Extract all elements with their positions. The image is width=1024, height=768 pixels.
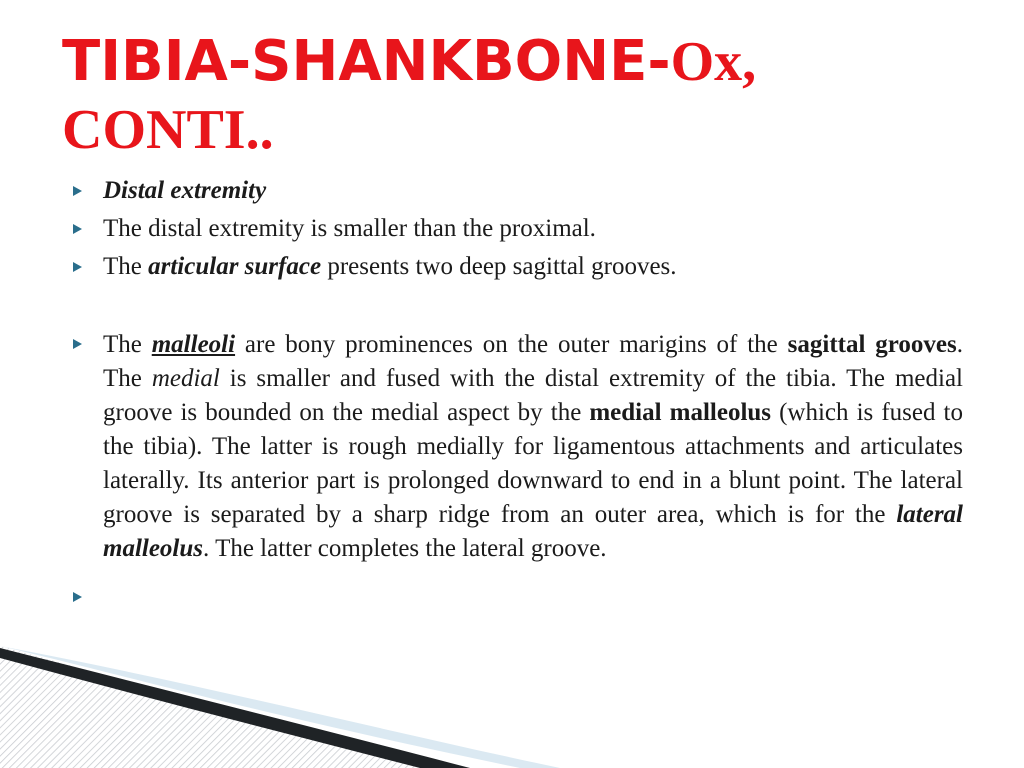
bullet-3-post: presents two deep sagittal grooves. [321, 253, 677, 280]
slide-title [62, 28, 962, 164]
bullet-list [70, 172, 963, 616]
term-sagittal-grooves: sagittal grooves [787, 331, 957, 358]
bullet-arrow-icon [73, 339, 82, 349]
bullet-arrow-icon [73, 186, 82, 196]
bullet-4-seg-1: The [103, 331, 152, 358]
title-part-2: Ox, [670, 31, 757, 93]
term-articular-surface: articular surface [148, 253, 322, 280]
bullet-1-text: Distal extremity [103, 177, 267, 204]
bullet-4-seg-11: . The latter completes the lateral groove. [203, 535, 607, 562]
bullet-4-seg-3: are bony prominences on the outer marigins of the [235, 331, 788, 358]
bullet-2-text: The distal extremity is smaller than the proximal. [103, 215, 596, 242]
term-medial: medial [151, 365, 220, 392]
bullet-4-seg-9: (which is fused to the tibia). The latter is rough medially for ligamentous attachments and articulates laterally. Its anterior part is prolonged downward to end in a blunt point. The lateral groove is separated by a sharp ridge from an outer area, which is for the [103, 399, 963, 528]
bullet-item-3 [70, 248, 963, 286]
term-medial-malleolus: medial malleolus [589, 399, 772, 426]
term-lateral-malleolus: lateral malleolus [103, 501, 963, 562]
bullet-arrow-icon [73, 224, 82, 234]
bullet-item-4 [70, 328, 963, 566]
title-part-1: TIBIA-SHANKBONE- [62, 29, 671, 94]
corner-swoosh-decoration [0, 600, 1024, 768]
title-part-3: CONTI.. [62, 99, 274, 161]
bullet-item-2 [70, 210, 963, 248]
bullet-item-1 [70, 172, 963, 210]
bullet-4-seg-7: is smaller and fused with the distal extremity of the tibia. The medial groove is bounded on the medial aspect by the [103, 365, 963, 426]
bullet-3-pre: The [103, 253, 149, 280]
bullet-arrow-icon [73, 262, 82, 272]
bullet-4-seg-5: . The [103, 331, 963, 392]
term-malleoli: malleoli [151, 331, 236, 358]
